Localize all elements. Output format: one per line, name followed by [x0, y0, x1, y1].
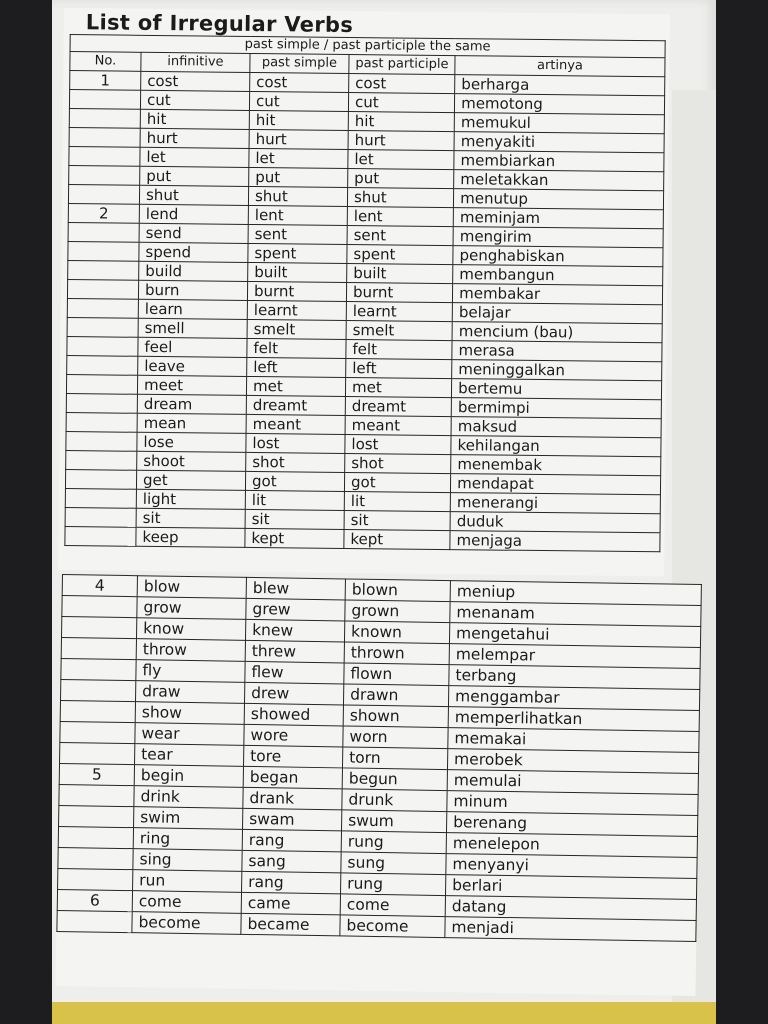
verb-table-1-body — [65, 71, 665, 552]
cell-infinitive: show — [135, 702, 244, 725]
cell-no — [67, 280, 138, 300]
cell-no — [67, 318, 138, 338]
cell-past-participle: rung — [341, 831, 446, 854]
cell-past-participle: torn — [342, 747, 447, 770]
cell-past-simple: swam — [243, 808, 342, 831]
cell-artinya: duduk — [450, 512, 660, 533]
cell-past-participle: sit — [344, 510, 450, 530]
cell-past-simple: cut — [249, 91, 348, 111]
cell-past-simple: left — [247, 357, 346, 377]
cell-artinya: berharga — [455, 75, 665, 96]
cell-no — [69, 147, 140, 167]
cell-no — [59, 805, 134, 827]
cell-no — [67, 299, 138, 319]
verb-table-1 — [64, 34, 665, 552]
cell-past-participle: burnt — [346, 282, 452, 302]
cell-infinitive: swim — [134, 807, 243, 830]
cell-infinitive: get — [136, 470, 245, 490]
cell-artinya: meminjam — [453, 208, 663, 229]
cell-infinitive: shut — [139, 185, 248, 205]
cell-past-simple: cost — [250, 72, 349, 92]
cell-artinya: mencium (bau) — [452, 322, 662, 343]
cell-past-participle: begun — [342, 768, 447, 791]
cell-infinitive: burn — [138, 280, 247, 300]
header-artinya: artinya — [455, 56, 665, 77]
cell-past-participle: rung — [341, 873, 446, 896]
cell-artinya: memperlihatkan — [448, 707, 699, 732]
cell-artinya: menggambar — [448, 686, 699, 711]
cell-infinitive: light — [136, 489, 245, 509]
cell-infinitive: cut — [140, 90, 249, 110]
cell-infinitive: shoot — [137, 451, 246, 471]
cell-past-simple: felt — [247, 338, 346, 358]
cell-artinya: penghabiskan — [453, 246, 663, 267]
verb-table-2 — [56, 574, 702, 942]
cell-infinitive: wear — [135, 723, 244, 746]
cell-past-simple: drank — [243, 787, 342, 810]
cell-past-simple: put — [249, 167, 348, 187]
cell-past-simple: lost — [246, 433, 345, 453]
cell-infinitive: grow — [137, 597, 246, 620]
cell-past-participle: felt — [346, 339, 452, 359]
cell-artinya: melempar — [449, 644, 700, 669]
cell-past-simple: burnt — [247, 281, 346, 301]
cell-past-simple: became — [241, 913, 340, 936]
cell-infinitive: keep — [136, 527, 245, 547]
cell-artinya: memakai — [448, 728, 699, 753]
cell-past-participle: thrown — [344, 642, 449, 665]
cell-artinya: minum — [447, 791, 698, 816]
cell-infinitive: smell — [138, 318, 247, 338]
cell-no — [62, 596, 137, 618]
cell-no — [57, 910, 132, 932]
cell-past-participle: swum — [341, 810, 446, 833]
cell-infinitive: put — [140, 166, 249, 186]
cell-artinya: maksud — [451, 417, 661, 438]
cell-past-simple: rang — [242, 871, 341, 894]
cell-artinya: kehilangan — [451, 436, 661, 457]
cell-artinya: menjadi — [445, 917, 696, 942]
cell-past-simple: shut — [248, 186, 347, 206]
cell-past-participle: grown — [345, 600, 450, 623]
cell-artinya: menutup — [454, 189, 664, 210]
cell-past-simple: got — [245, 471, 344, 491]
cell-artinya: belajar — [452, 303, 662, 324]
cell-past-simple: sit — [245, 509, 344, 529]
cell-infinitive: know — [136, 618, 245, 641]
cell-past-participle: put — [348, 168, 454, 188]
cell-past-participle: flown — [344, 663, 449, 686]
cell-infinitive: begin — [134, 765, 243, 788]
cell-past-simple: lit — [245, 490, 344, 510]
cell-past-participle: got — [344, 472, 450, 492]
header-no: No. — [70, 52, 141, 72]
cell-no — [68, 242, 139, 262]
cell-infinitive: learn — [138, 299, 247, 319]
cell-past-participle: drawn — [343, 684, 448, 707]
cell-artinya: mendapat — [451, 474, 661, 495]
cell-no — [69, 90, 140, 110]
cell-no — [68, 185, 139, 205]
cell-past-simple: tore — [244, 745, 343, 768]
cell-past-simple: wore — [244, 724, 343, 747]
cell-infinitive: tear — [135, 744, 244, 767]
cell-artinya: berenang — [446, 812, 697, 837]
cell-no — [67, 337, 138, 357]
cell-artinya: meninggalkan — [452, 360, 662, 381]
cell-past-simple: spent — [248, 243, 347, 263]
cell-no — [65, 489, 136, 509]
cell-infinitive: lose — [137, 432, 246, 452]
cell-infinitive: feel — [138, 337, 247, 357]
cell-past-participle: come — [340, 894, 445, 917]
cell-no: 5 — [59, 763, 134, 785]
cell-past-simple: built — [248, 262, 347, 282]
cell-artinya: berlari — [445, 875, 696, 900]
header-past-simple: past simple — [250, 53, 349, 73]
cell-past-participle: meant — [345, 415, 451, 435]
cell-past-simple: kept — [245, 528, 344, 548]
cell-artinya: menanam — [450, 602, 701, 627]
cell-past-participle: sung — [341, 852, 446, 875]
cell-artinya: memotong — [455, 94, 665, 115]
cell-past-simple: grew — [246, 598, 345, 621]
cell-no — [58, 826, 133, 848]
cell-infinitive: build — [139, 261, 248, 281]
cell-artinya: terbang — [449, 665, 700, 690]
cell-past-participle: sent — [347, 225, 453, 245]
cell-past-simple: began — [243, 766, 342, 789]
cell-artinya: memukul — [454, 113, 664, 134]
cell-past-participle: shot — [345, 453, 451, 473]
cell-past-participle: cut — [348, 92, 454, 112]
cell-artinya: menelepon — [446, 833, 697, 858]
cell-past-participle: known — [344, 621, 449, 644]
cell-past-simple: smelt — [247, 319, 346, 339]
cell-no — [60, 742, 135, 764]
cell-past-simple: learnt — [247, 300, 346, 320]
cell-no: 1 — [70, 71, 141, 91]
cell-past-simple: showed — [244, 703, 343, 726]
cell-no — [62, 617, 137, 639]
cell-no — [66, 432, 137, 452]
cell-infinitive: hurt — [140, 128, 249, 148]
cell-past-participle: shown — [343, 705, 448, 728]
table-subtitle: past simple / past participle the same — [70, 35, 665, 58]
cell-artinya: merasa — [452, 341, 662, 362]
cell-artinya: meletakkan — [454, 170, 664, 191]
cell-past-participle: lit — [344, 491, 450, 511]
cell-artinya: membangun — [453, 265, 663, 286]
cell-infinitive: fly — [136, 660, 245, 683]
cell-no — [66, 451, 137, 471]
cell-past-participle: left — [346, 358, 452, 378]
cell-no — [58, 847, 133, 869]
cell-past-simple: sang — [242, 850, 341, 873]
cell-past-participle: built — [347, 263, 453, 283]
cell-no — [61, 638, 136, 660]
cell-infinitive: come — [132, 891, 241, 914]
cell-artinya: menyakiti — [454, 132, 664, 153]
cell-infinitive: hit — [140, 109, 249, 129]
cell-past-participle: become — [340, 915, 445, 938]
cell-infinitive: ring — [133, 828, 242, 851]
cell-artinya: bertemu — [452, 379, 662, 400]
cell-past-participle: smelt — [346, 320, 452, 340]
cell-infinitive: let — [140, 147, 249, 167]
cell-artinya: bermimpi — [451, 398, 661, 419]
cell-no — [69, 109, 140, 129]
cell-past-participle: drunk — [342, 789, 447, 812]
cell-past-simple: came — [241, 892, 340, 915]
verb-list-sheet-1 — [58, 8, 670, 576]
cell-past-participle: lost — [345, 434, 451, 454]
cell-past-participle: lent — [347, 206, 453, 226]
cell-artinya: datang — [445, 896, 696, 921]
notebook-cover-edge — [52, 1002, 716, 1024]
cell-infinitive: meet — [137, 375, 246, 395]
cell-artinya: merobek — [447, 749, 698, 774]
cell-artinya: menyanyi — [446, 854, 697, 879]
cell-past-simple: meant — [246, 414, 345, 434]
cell-past-participle: blown — [345, 579, 450, 602]
cell-no — [69, 166, 140, 186]
cell-past-simple: rang — [242, 829, 341, 852]
header-infinitive: infinitive — [141, 52, 250, 72]
cell-past-simple: met — [246, 376, 345, 396]
cell-past-simple: blew — [246, 577, 345, 600]
cell-past-simple: flew — [245, 661, 344, 684]
cell-artinya: menembak — [451, 455, 661, 476]
cell-infinitive: throw — [136, 639, 245, 662]
cell-infinitive: sing — [133, 849, 242, 872]
cell-past-participle: hurt — [348, 130, 454, 150]
cell-past-simple: sent — [248, 224, 347, 244]
cell-infinitive: blow — [137, 576, 246, 599]
cell-past-simple: dreamt — [246, 395, 345, 415]
cell-no — [58, 868, 133, 890]
cell-no: 2 — [68, 204, 139, 224]
cell-past-simple: shot — [246, 452, 345, 472]
cell-past-simple: let — [249, 148, 348, 168]
cell-past-participle: let — [348, 149, 454, 169]
cell-artinya: meniup — [450, 581, 701, 606]
cell-past-participle: worn — [343, 726, 448, 749]
cell-no — [59, 784, 134, 806]
cell-infinitive: send — [139, 223, 248, 243]
cell-infinitive: spend — [139, 242, 248, 262]
cell-past-simple: threw — [245, 640, 344, 663]
cell-no — [61, 658, 136, 680]
cell-infinitive: mean — [137, 413, 246, 433]
cell-past-participle: dreamt — [345, 396, 451, 416]
cell-past-simple: hit — [249, 110, 348, 130]
verb-list-sheet-2 — [56, 574, 702, 996]
cell-past-simple: lent — [248, 205, 347, 225]
cell-no — [61, 679, 136, 701]
cell-infinitive: sit — [136, 508, 245, 528]
cell-infinitive: lend — [139, 204, 248, 224]
cell-past-participle: learnt — [346, 301, 452, 321]
cell-past-participle: met — [345, 377, 451, 397]
cell-past-participle: kept — [344, 529, 450, 549]
cell-no — [66, 413, 137, 433]
cell-infinitive: cost — [141, 71, 250, 91]
cell-past-participle: shut — [347, 187, 453, 207]
cell-past-participle: cost — [349, 73, 455, 93]
cell-artinya: membiarkan — [454, 151, 664, 172]
cell-no — [60, 700, 135, 722]
cell-past-simple: knew — [245, 619, 344, 642]
cell-artinya: memulai — [447, 770, 698, 795]
cell-no — [67, 356, 138, 376]
cell-no — [69, 128, 140, 148]
cell-no: 4 — [62, 575, 137, 597]
page-title: List of Irregular Verbs — [85, 10, 354, 38]
verb-table-2-body — [57, 575, 702, 942]
cell-artinya: mengirim — [453, 227, 663, 248]
cell-infinitive: leave — [138, 356, 247, 376]
header-past-participle: past participle — [349, 54, 455, 74]
cell-past-simple: hurt — [249, 129, 348, 149]
cell-artinya: mengetahui — [449, 623, 700, 648]
cell-no — [65, 470, 136, 490]
cell-no — [66, 394, 137, 414]
cell-no — [68, 223, 139, 243]
cell-no — [68, 261, 139, 281]
cell-no — [65, 527, 136, 547]
cell-past-participle: hit — [348, 111, 454, 131]
cell-no — [60, 721, 135, 743]
cell-artinya: menjaga — [450, 531, 660, 552]
cell-artinya: menerangi — [450, 493, 660, 514]
cell-infinitive: draw — [136, 681, 245, 704]
cell-infinitive: become — [132, 912, 241, 935]
cell-infinitive: drink — [134, 786, 243, 809]
cell-infinitive: dream — [137, 394, 246, 414]
cell-no — [66, 375, 137, 395]
cell-past-simple: drew — [244, 682, 343, 705]
cell-infinitive: run — [133, 870, 242, 893]
cell-no: 6 — [57, 889, 132, 911]
cell-artinya: membakar — [453, 284, 663, 305]
cell-past-participle: spent — [347, 244, 453, 264]
cell-no — [65, 508, 136, 528]
